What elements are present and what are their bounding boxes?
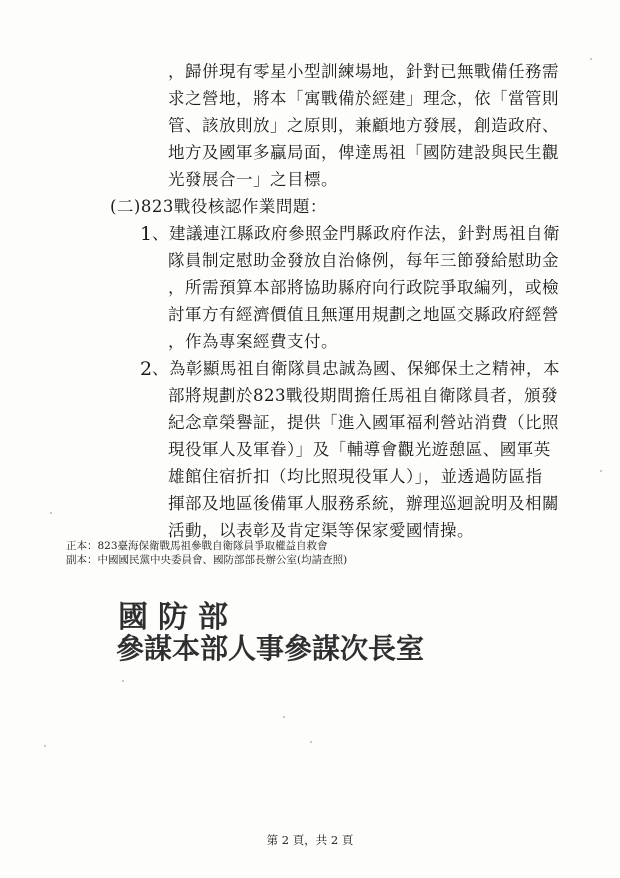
- scan-speck: [310, 741, 312, 743]
- scan-speck: [122, 680, 124, 682]
- section-heading: (二)823戰役核認作業問題：: [110, 197, 327, 216]
- scan-speck: [44, 745, 46, 747]
- scan-speck: [283, 716, 285, 718]
- item-number: 2: [140, 358, 153, 380]
- scan-speck: [590, 58, 592, 60]
- item-line: 揮部及地區後備軍人服務系統，辦理巡迴說明及相關: [168, 494, 559, 513]
- scan-speck: [50, 512, 52, 514]
- page-number: 第 2 頁，共 2 頁: [266, 833, 354, 847]
- item-line: 、為彰顯馬祖自衛隊員忠誠為國、保鄉保土之精神，本: [152, 359, 560, 378]
- item-line: 紀念章榮譽証，提供「進入國軍福利營站消費（比照: [168, 413, 559, 432]
- intro-line: 光發展合一」之目標。: [168, 170, 338, 189]
- item-line: 部將規劃於823戰役期間擔任馬祖自衛隊員者，頒發: [168, 386, 558, 405]
- item-line: 討軍方有經濟價值且無運用規劃之地區交縣政府經營: [168, 305, 559, 324]
- scan-speck: [600, 470, 602, 472]
- intro-line: ，歸併現有零星小型訓練場地，針對已無戰備任務需: [168, 62, 559, 81]
- item-number: 1: [140, 223, 153, 245]
- item-line: 活動，以表彰及肯定渠等保家愛國情操。: [168, 521, 474, 540]
- intro-line: 地方及國軍多贏局面，俾達馬祖「國防建設與民生觀: [168, 143, 559, 162]
- item-line: 雄館住宿折扣（均比照現役軍人）」，並透過防區指: [168, 467, 543, 486]
- item-line: 、建議連江縣政府參照金門縣政府作法，針對馬祖自衛: [152, 224, 560, 243]
- item-line: 隊員制定慰助金發放自治條例，每年三節發給慰助金: [168, 251, 559, 270]
- copy-recipients: 副本：中國國民黨中央委員會、國防部部長辦公室(均請查照): [66, 554, 348, 566]
- intro-line: 管、該放則放」之原則，兼顧地方發展，創造政府、: [168, 116, 559, 135]
- item-line: ，所需預算本部將協助縣府向行政院爭取編列，或檢: [168, 278, 559, 297]
- intro-line: 求之營地，將本「寓戰備於經建」理念，依「當管則: [168, 89, 559, 108]
- item-line: ，作為專案經費支付。: [168, 332, 338, 351]
- stamp-line-2: 參謀本部人事參謀次長室: [116, 632, 425, 665]
- original-recipient: 正本：823臺海保衛戰馬祖參戰自衛隊員爭取權益自救會: [66, 540, 328, 552]
- stamp-line-1: 國防部: [118, 600, 238, 635]
- item-line: 現役軍人及軍眷）」及「輔導會觀光遊憩區、國軍英: [168, 440, 551, 459]
